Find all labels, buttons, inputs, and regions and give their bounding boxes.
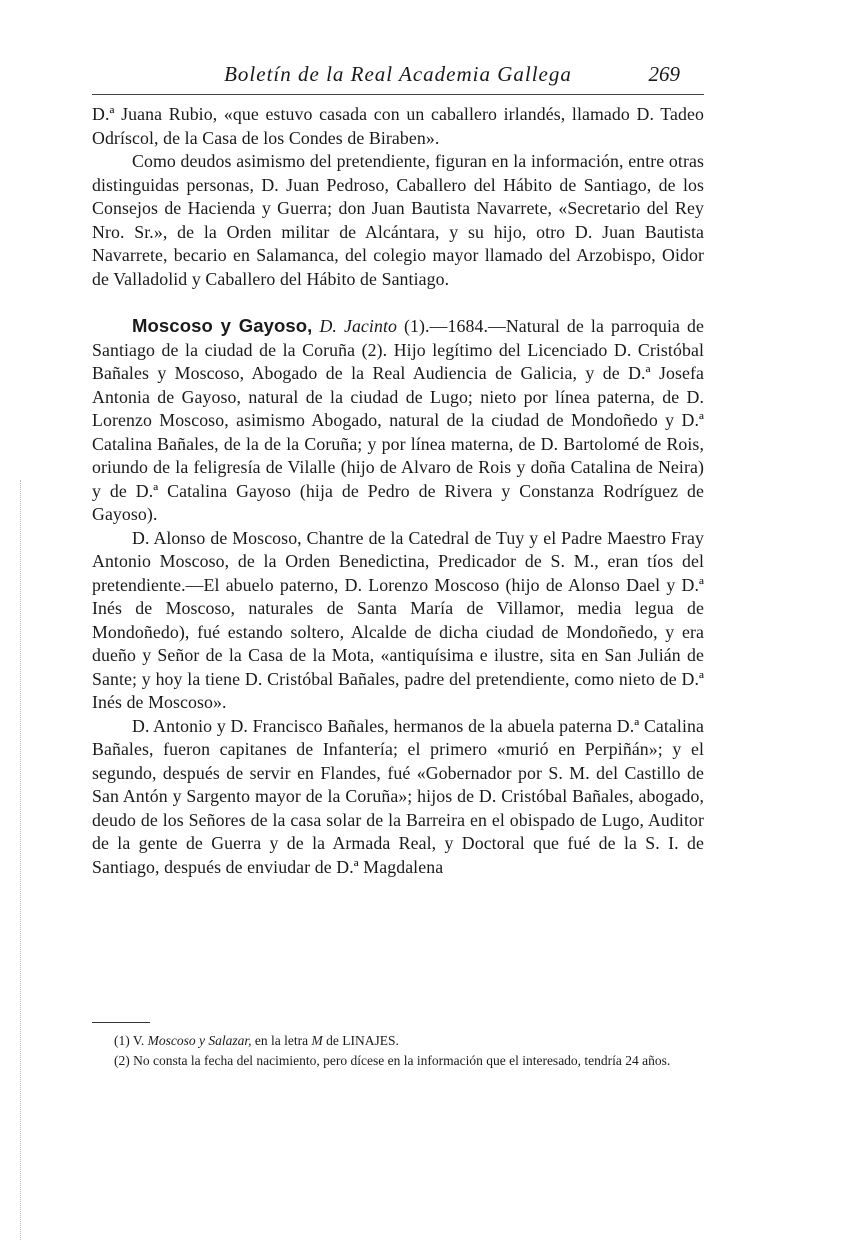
- journal-title: Boletín de la Real Academia Gallega: [224, 62, 572, 86]
- document-page: [92, 60, 704, 879]
- footnote-1-italic: Moscoso y Salazar,: [147, 1033, 252, 1048]
- paragraph-relatives: Como deudos asimismo del pretendiente, figuran en la información, entre otras distinguidas personas, D. Juan Pedroso, Caballero del Hábito de Santiago, de los Consejos de Hacienda y Guerra; don Juan Bautista Navarrete, «Secretario del Rey Nro. Sr.», de la Orden militar de Alcántara, y su hijo, otro D. Juan Bautista Navarrete, becario en Salamanca, del colegio mayor llamado del Arzobispo, Oidor de Valladolid y Caballero del Hábito de Santiago.: [92, 151, 704, 289]
- scan-margin-line: [20, 480, 22, 1240]
- footnotes: [92, 1022, 704, 1071]
- footnote-1-suffix: de LINAJES.: [326, 1033, 399, 1048]
- body-text: [92, 103, 704, 879]
- footnote-1: [92, 1031, 704, 1051]
- footnote-1-mid: en la letra: [254, 1033, 309, 1048]
- page-number: 269: [648, 62, 680, 86]
- paragraph-uncles: D. Alonso de Moscoso, Chantre de la Catedral de Tuy y el Padre Maestro Fray Antonio Moscoso, de la Orden Benedictina, Predicador de S. M., eran tíos del pretendiente.—El abuelo paterno, D. Lorenzo Moscoso (hijo de Alonso Dael y D.ª Inés de Moscoso, naturales de Santa María de Villamor, media legua de Mondoñedo), fué estando soltero, Alcalde de dicha ciudad de Mondoñedo, y era dueño y Señor de la Casa de la Mota, «antiquísima e ilustre, sita en San Julián de Sante; y hoy la tiene D. Cristóbal Bañales, padre del pretendiente, como nieto de D.ª Inés de Moscoso».: [92, 527, 704, 712]
- entry-given-name: D. Jacinto: [319, 316, 397, 336]
- footnote-rule: [92, 1022, 150, 1023]
- paragraph-banales: D. Antonio y D. Francisco Bañales, hermanos de la abuela paterna D.ª Catalina Bañales, fueron capitanes de Infantería; el primero «murió en Perpiñán»; y el segundo, después de servir en Flandes, fué «Gobernador por S. M. del Castillo de San Antón y Sargento mayor de la Coruña»; hijos de D. Cristóbal Bañales, abogado, deudo de los Señores de la casa solar de la Barreira en el obispado de Lugo, Auditor de la gente de Guerra y de la Armada Real, y Doctoral que fué de la S. I. de Santiago, después de enviudar de D.ª Magdalena: [92, 715, 704, 877]
- footnote-1-prefix: (1) V.: [114, 1033, 145, 1048]
- entry-moscoso-gayoso: [92, 314, 704, 527]
- footnote-2: (2) No consta la fecha del nacimiento, pero dícese en la información que el interesado, tendría 24 años.: [114, 1053, 671, 1068]
- paragraph-continuation: D.ª Juana Rubio, «que estuvo casada con un caballero irlandés, llamado D. Tadeo Odríscol, de la Casa de los Condes de Biraben».: [92, 104, 704, 148]
- entry-heading: Moscoso y Gayoso,: [132, 315, 313, 336]
- footnote-1-letter: M: [311, 1033, 323, 1048]
- entry-text: (1).—1684.—Natural de la parroquia de Santiago de la ciudad de la Coruña (2). Hijo legítimo del Licenciado D. Cristóbal Bañales y Moscoso, Abogado de la Real Audiencia de Galicia, y de D.ª Josefa Antonia de Gayoso, natural de la ciudad de Lugo; nieto por línea paterna, de D. Lorenzo Moscoso, asimismo Abogado, natural de la ciudad de Mondoñedo y D.ª Catalina Bañales, de la de la Coruña; y por línea materna, de D. Bartolomé de Rois, oriundo de la feligresía de Vilalle (hijo de Alvaro de Rois y doña Catalina de Neira) y de D.ª Catalina Gayoso (hija de Pedro de Rivera y Constanza Rodríguez de Gayoso).: [92, 316, 705, 524]
- running-header: [92, 60, 704, 95]
